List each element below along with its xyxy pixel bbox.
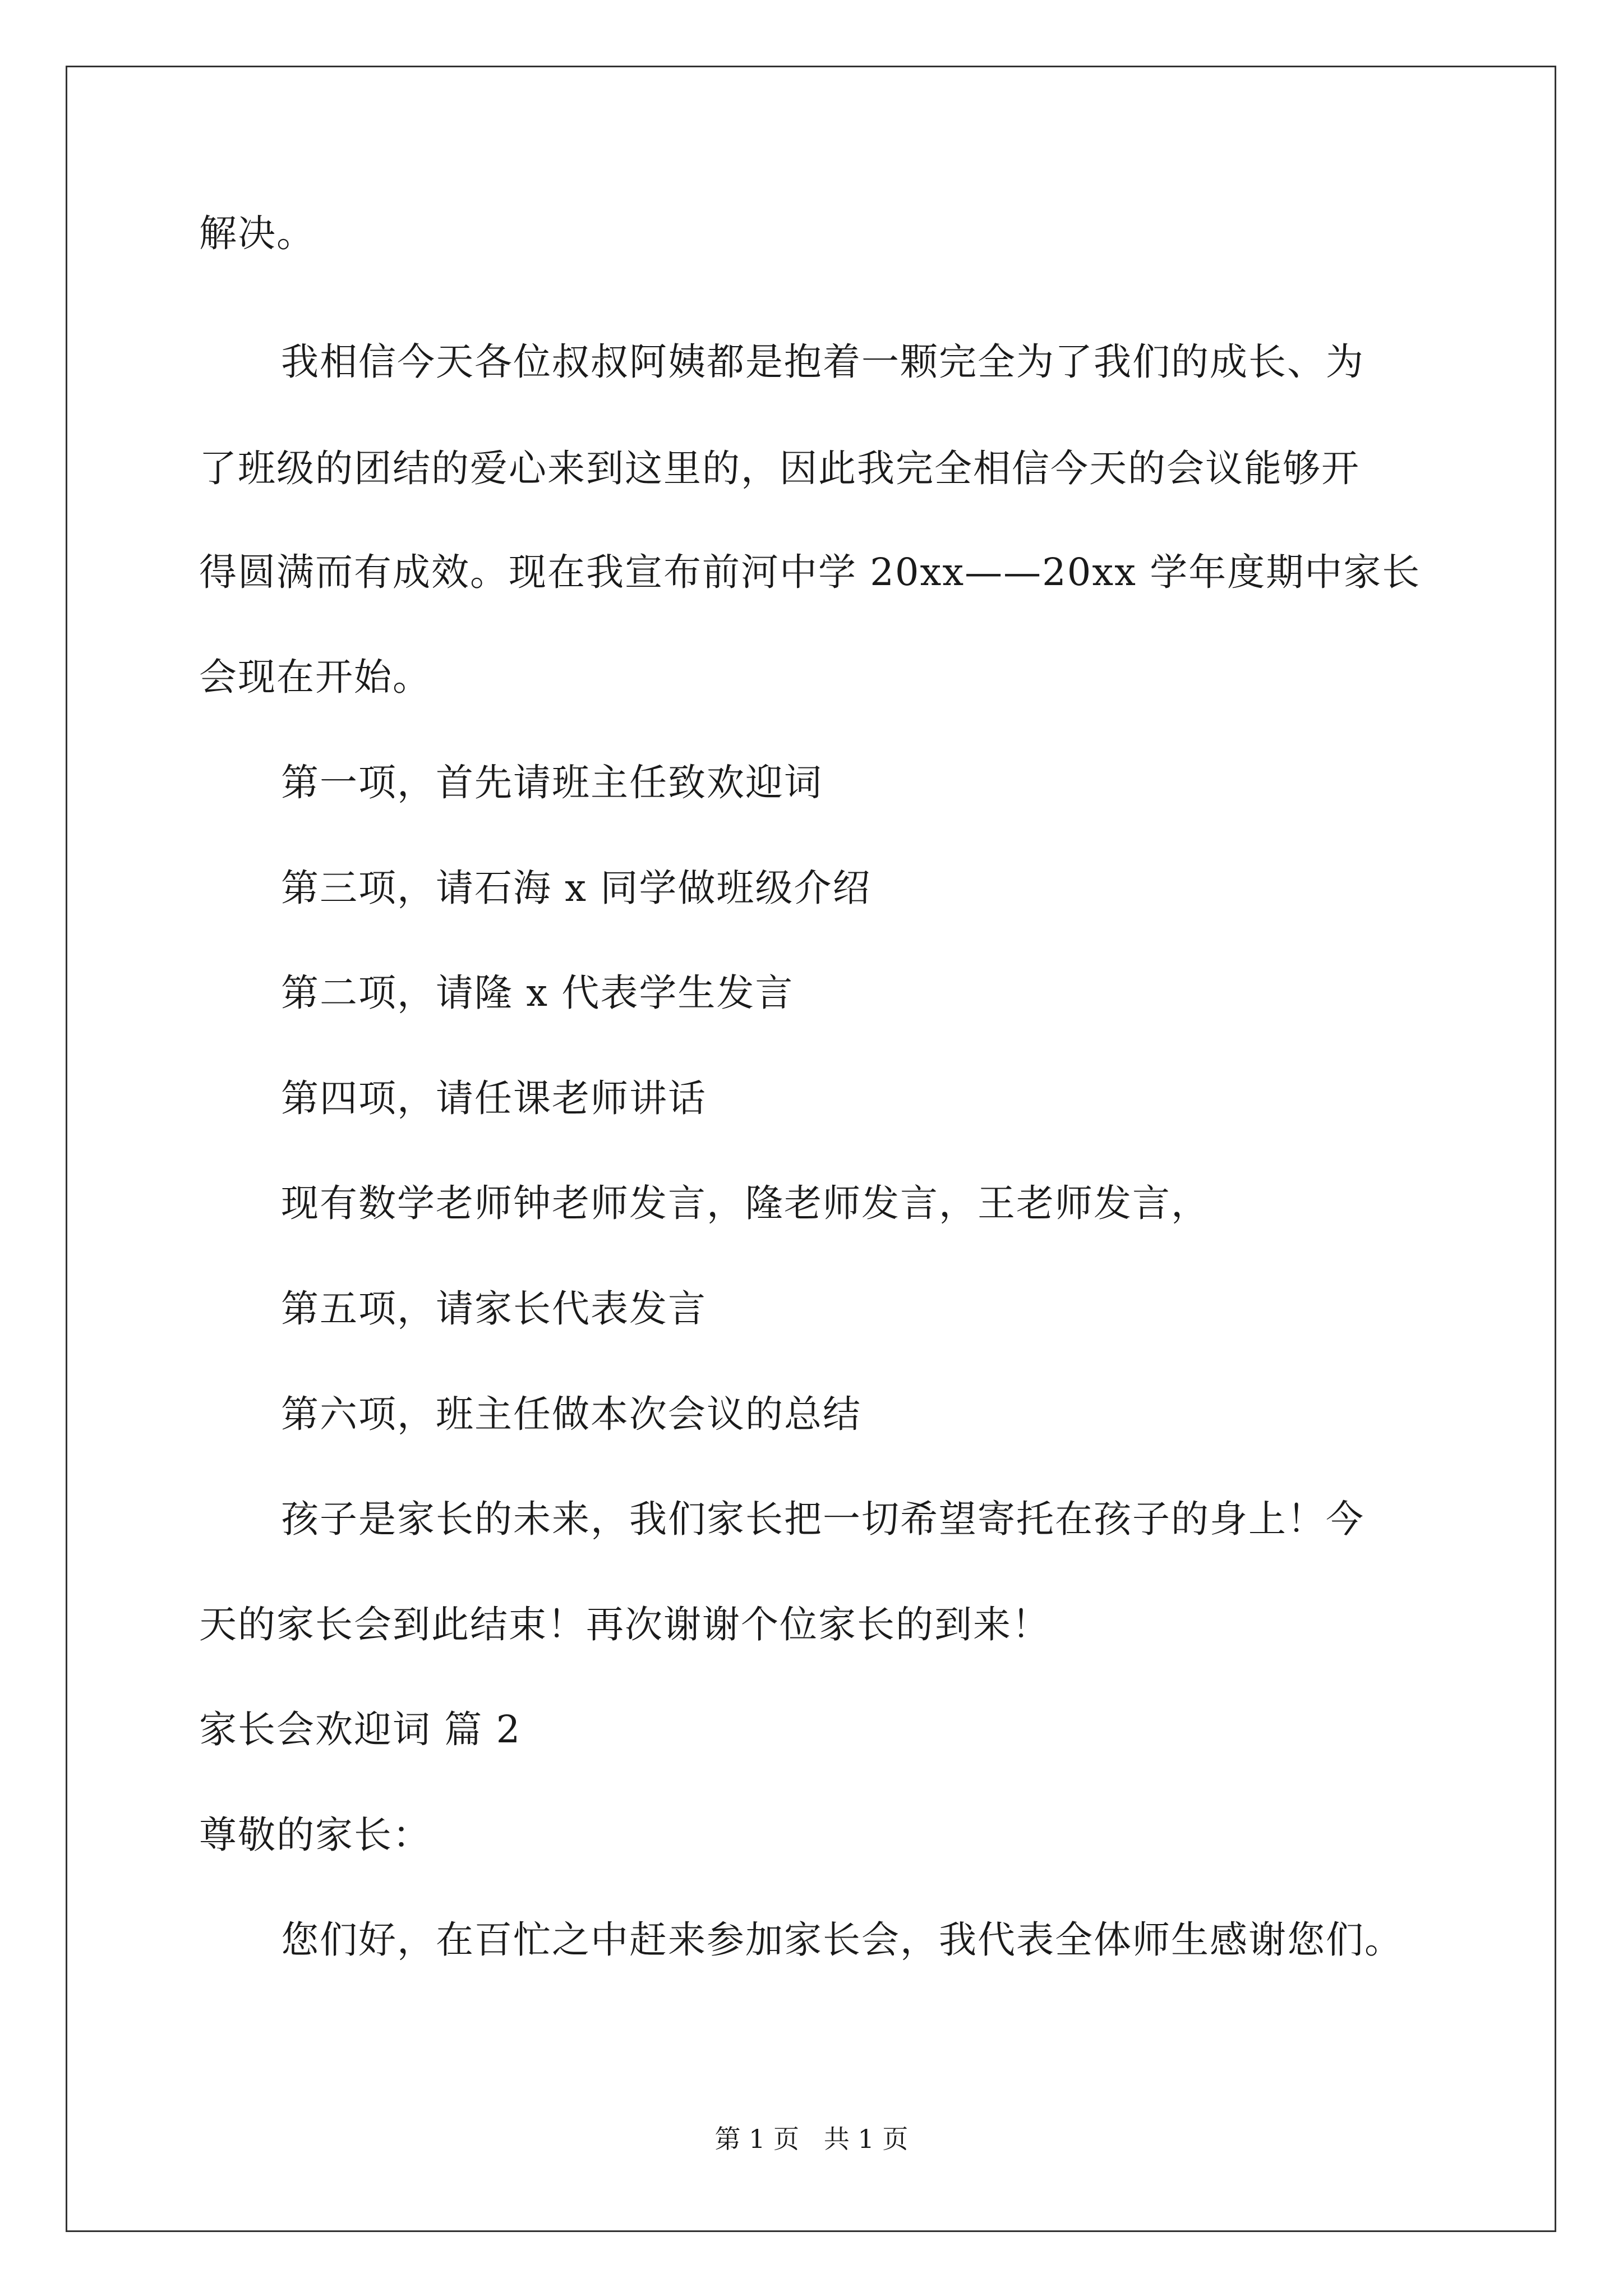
- agenda-item: 第五项，请家长代表发言: [281, 1287, 707, 1331]
- paragraph-text: 孩子是家长的未来，我们家长把一切希望寄托在孩子的身上！今: [281, 1497, 1364, 1541]
- paragraph-text: 您们好，在百忙之中赶来参加家长会，我代表全体师生感谢您们。: [281, 1918, 1403, 1962]
- salutation: 尊敬的家长：: [199, 1813, 431, 1857]
- section-heading: 家长会欢迎词 篇 2: [199, 1708, 522, 1751]
- paragraph-text: 我相信今天各位叔叔阿姨都是抱着一颗完全为了我们的成长、为: [281, 340, 1364, 384]
- agenda-item: 第二项，请隆 x 代表学生发言: [281, 971, 794, 1015]
- paragraph-text: 现有数学老师钟老师发言，隆老师发言，王老师发言，: [281, 1181, 1210, 1225]
- page-footer: 第 1 页 共 1 页: [714, 2124, 909, 2154]
- text-line: 天的家长会到此结束！再次谢谢个位家长的到来！: [199, 1603, 1050, 1646]
- text-line: 了班级的团结的爱心来到这里的，因此我完全相信今天的会议能够开: [199, 447, 1360, 490]
- text-line: 会现在开始。: [199, 655, 431, 699]
- agenda-item: 第三项，请石海 x 同学做班级介绍: [281, 866, 872, 910]
- text-line: 得圆满而有成效。现在我宣布前河中学 20xx——20xx 学年度期中家长: [199, 550, 1421, 594]
- agenda-item: 第一项，首先请班主任致欢迎词: [281, 761, 823, 804]
- agenda-item: 第四项，请任课老师讲话: [281, 1076, 707, 1120]
- agenda-item: 第六项，班主任做本次会议的总结: [281, 1392, 861, 1436]
- text-line: 解决。: [199, 211, 315, 255]
- page-border: [66, 66, 1556, 2232]
